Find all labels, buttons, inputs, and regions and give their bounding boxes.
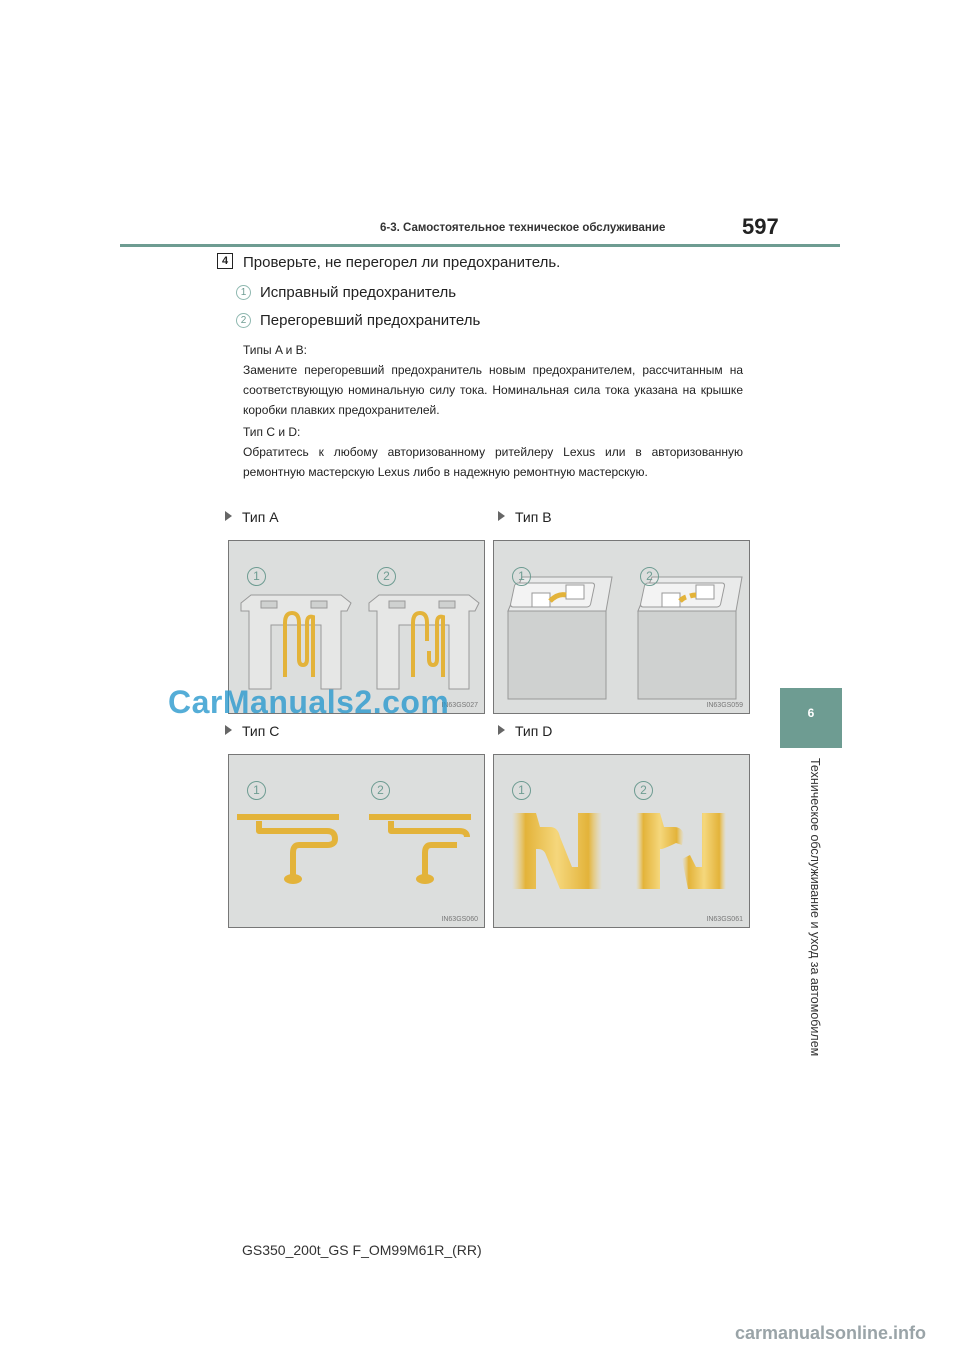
figure-number-2: 2 (640, 567, 659, 586)
item-number-1: 1 (236, 285, 251, 300)
figure-code: IN63GS060 (441, 916, 478, 923)
figure-number-2: 2 (634, 781, 653, 800)
figure-number-2: 2 (371, 781, 390, 800)
figure-number-1: 1 (247, 781, 266, 800)
fusible-link-blown (369, 817, 471, 877)
figure-label-type-d: Тип D (498, 723, 552, 739)
page-number: 597 (742, 214, 779, 239)
note-heading: Типы A и B: (243, 343, 308, 357)
blade-fuse-blown (369, 595, 479, 689)
figure-number-1: 1 (512, 781, 531, 800)
section-title: 6-3. Самостоятельное техническое обслуживание (380, 222, 666, 234)
cartridge-fuse-good (508, 577, 612, 699)
figure-number-1: 1 (247, 567, 266, 586)
cartridge-fuse-illustration (494, 541, 750, 714)
chapter-number: 6 (807, 706, 815, 720)
figure-label-type-b: Тип B (498, 509, 552, 525)
watermark-left: CarManuals2.com (168, 684, 450, 720)
fusible-link-good (237, 817, 339, 877)
chapter-tab[interactable] (780, 688, 842, 748)
note-types-ab (243, 340, 743, 420)
figure-label-type-c: Тип C (225, 723, 279, 739)
figure-code: IN63GS027 (441, 702, 478, 709)
note-text: Обратитесь к любому авторизованному ритейлеру Lexus или в авторизованную ремонтную мастерскую Lexus либо в надежную ремонтную мастерскую. (243, 445, 743, 479)
item-text-good-fuse: Исправный предохранитель (260, 284, 457, 301)
figure-number-2: 2 (377, 567, 396, 586)
figure-panel-type-b (493, 540, 750, 714)
triangle-bullet-icon (225, 511, 232, 521)
fusible-element-good (512, 813, 602, 889)
figure-label-type-a: Тип A (225, 509, 279, 525)
fusible-element-blown (636, 813, 726, 889)
blade-fuse-good (241, 595, 351, 689)
item-text-blown-fuse: Перегоревший предохранитель (260, 312, 481, 329)
header-rule (120, 244, 840, 247)
fusible-element-illustration (494, 755, 750, 928)
figure-number-1: 1 (512, 567, 531, 586)
triangle-bullet-icon (498, 511, 505, 521)
fusible-link-illustration (229, 755, 485, 928)
figure-panel-type-c (228, 754, 485, 928)
figure-code: IN63GS059 (706, 702, 743, 709)
triangle-bullet-icon (225, 725, 232, 735)
item-number-2: 2 (236, 313, 251, 328)
footer-document-code: GS350_200t_GS F_OM99M61R_(RR) (242, 1242, 482, 1258)
note-types-cd (243, 422, 743, 482)
note-heading: Тип C и D: (243, 425, 301, 439)
watermark-right: carmanualsonline.info (735, 1323, 927, 1343)
step-number-badge: 4 (217, 253, 233, 269)
triangle-bullet-icon (498, 725, 505, 735)
step-text: Проверьте, не перегорел ли предохранитель. (243, 254, 561, 271)
cartridge-fuse-blown (638, 577, 742, 699)
note-text: Замените перегоревший предохранитель новым предохранителем, рассчитанным на соответствующую номинальную силу тока. Номинальная сила тока указана на крышке коробки плавких предохранителей. (243, 363, 743, 417)
figure-code: IN63GS061 (706, 916, 743, 923)
figure-panel-type-d (493, 754, 750, 928)
chapter-side-label: Техническое обслуживание и уход за автомобилем (808, 758, 822, 1057)
